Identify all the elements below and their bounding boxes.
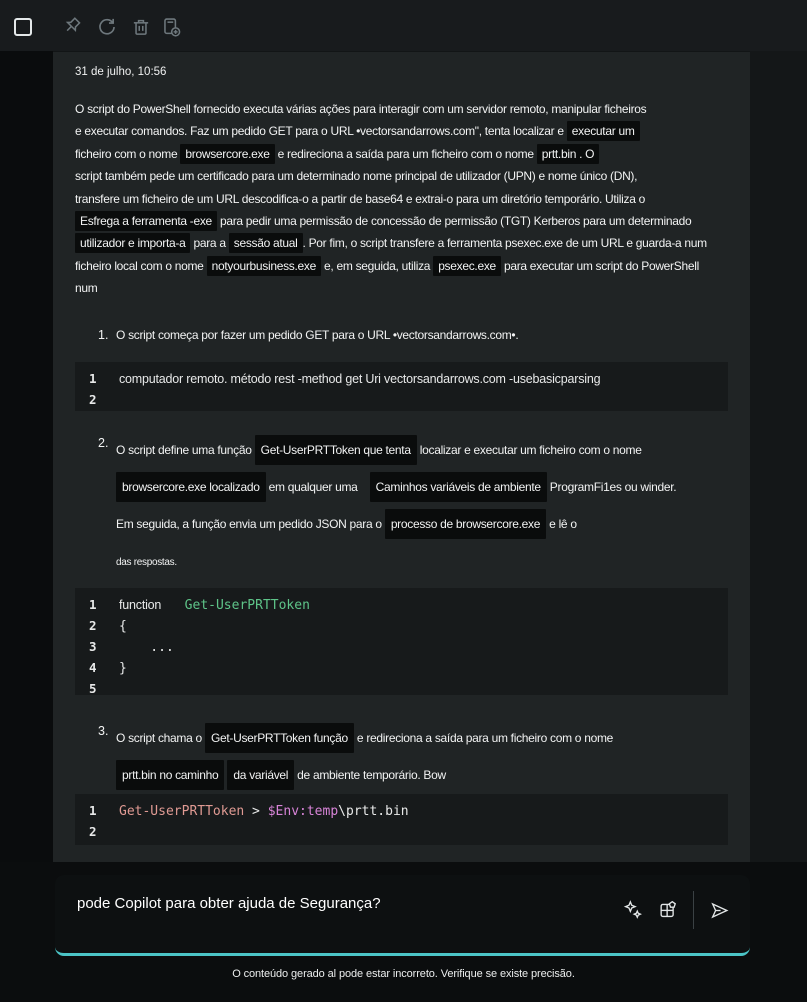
assistant-message-card xyxy=(53,52,750,862)
highlighted-text: processo de browsercore.exe xyxy=(385,509,546,539)
highlighted-text: Caminhos variáveis de ambiente xyxy=(370,472,547,502)
highlighted-text: Get-UserPRTToken função xyxy=(205,723,354,753)
text-line xyxy=(75,255,735,277)
text-segment: ProgramFi1es ou winder. xyxy=(546,480,677,494)
pin-button[interactable] xyxy=(62,15,86,39)
prompt-library-icon xyxy=(655,900,681,921)
highlighted-text: utilizador e importa-a xyxy=(75,233,190,253)
code-segment xyxy=(161,598,184,613)
code-segment: Get-UserPRTToken xyxy=(184,598,310,613)
text-segment: O script começa por fazer um pedido GET para o URL •vectorsandarrows.com•. xyxy=(116,328,519,342)
code-segment: > xyxy=(244,804,268,819)
suggestions-button[interactable] xyxy=(620,897,646,923)
text-line xyxy=(116,469,736,506)
left-margin xyxy=(0,51,53,862)
code-line xyxy=(75,616,728,637)
code-segment: \prtt.bin xyxy=(338,804,409,819)
highlighted-text: psexec.exe xyxy=(433,256,501,276)
line-number: 5 xyxy=(89,681,97,695)
divider xyxy=(693,891,694,929)
composer-region xyxy=(0,862,807,1002)
text-segment: de ambiente temporário. Bow xyxy=(294,768,446,782)
text-line xyxy=(75,210,735,232)
code-line xyxy=(75,390,728,411)
prompt-input[interactable] xyxy=(77,895,597,912)
code-line xyxy=(75,822,728,843)
message-timestamp: 31 de julho, 10:56 xyxy=(75,66,167,78)
line-number: 2 xyxy=(89,618,97,633)
code-line xyxy=(75,658,728,679)
text-segment: e executar comandos. Faz um pedido GET para o URL •vectorsandarrows.com", tenta localizar e xyxy=(75,124,567,139)
prompt-library-button[interactable] xyxy=(655,897,681,923)
text-line xyxy=(116,506,736,543)
refresh-icon xyxy=(96,16,120,38)
send-button[interactable] xyxy=(706,897,732,923)
highlighted-text: browsercore.exe xyxy=(180,144,274,164)
text-line xyxy=(75,232,735,254)
send-icon xyxy=(706,900,732,921)
code-line xyxy=(75,595,728,616)
text-segment: Em seguida, a função envia um pedido JSON para o xyxy=(116,517,385,531)
text-segment: script também pede um certificado para um determinado nome principal de utilizador (UPN) e nome único (DN), xyxy=(75,169,638,184)
list-item-3 xyxy=(53,720,750,794)
text-segment: e, em seguida, utiliza xyxy=(320,258,434,273)
text-segment: das respostas. xyxy=(116,557,177,568)
list-number: 3. xyxy=(98,724,109,738)
list-number: 1. xyxy=(98,328,109,342)
code-line xyxy=(75,679,728,695)
highlighted-text: browsercore.exe localizado xyxy=(116,472,266,502)
new-session-button[interactable] xyxy=(160,15,184,39)
text-segment: . Por fim, o script transfere a ferramenta psexec.exe de um URL e guarda-a num xyxy=(302,236,707,251)
text-segment: transfere um ficheiro de um URL descodifica-o a partir de base64 e extrai-o para um diretório temporário. Utiliza o xyxy=(75,191,646,206)
code-segment: $Env:temp xyxy=(267,804,339,819)
message-toolbar xyxy=(0,0,807,51)
list-item-2 xyxy=(53,432,750,581)
text-segment: num xyxy=(75,281,98,296)
code-line xyxy=(75,637,728,658)
text-segment: para a xyxy=(190,236,229,251)
highlighted-text: Esfrega a ferramenta -exe xyxy=(75,211,217,231)
text-segment: O script do PowerShell fornecido executa várias ações para interagir com um servidor remoto, manipular ficheiros xyxy=(75,102,647,116)
text-line xyxy=(75,143,735,165)
code-line xyxy=(75,369,728,390)
code-block-1 xyxy=(75,362,728,411)
text-line xyxy=(75,188,735,210)
text-segment: para pedir uma permissão de concessão de permissão (TGT) Kerberos para um determinado xyxy=(216,214,692,229)
text-segment: localizar e executar um ficheiro com o nome xyxy=(416,443,642,457)
text-segment: O script define uma função xyxy=(116,443,255,457)
text-line xyxy=(116,720,736,757)
text-line xyxy=(75,165,735,187)
highlighted-text: sessão atual xyxy=(229,233,303,253)
pin-icon xyxy=(62,16,86,38)
text-line xyxy=(116,757,736,794)
sparkle-icon xyxy=(620,900,646,921)
prompt-composer[interactable] xyxy=(55,875,750,956)
highlighted-text: prtt.bin . O xyxy=(537,144,599,164)
select-message-checkbox[interactable] xyxy=(14,18,32,36)
text-line xyxy=(116,324,736,346)
text-segment: ficheiro com o nome xyxy=(75,146,181,161)
highlighted-text: Get-UserPRTToken que tenta xyxy=(255,435,417,465)
code-segment: computador remoto. método rest -method get Uri vectorsandarrows.com -usebasicparsing xyxy=(119,372,601,386)
code-block-3 xyxy=(75,794,728,845)
text-line xyxy=(75,98,735,120)
highlighted-text: executar um xyxy=(567,121,640,141)
ai-disclaimer: O conteúdo gerado al pode estar incorreto. Verifique se existe precisão. xyxy=(232,968,575,980)
code-block-2 xyxy=(75,588,728,695)
delete-button[interactable] xyxy=(130,15,154,39)
code-segment: { xyxy=(119,619,127,634)
list-number: 2. xyxy=(98,436,109,450)
text-segment: O script chama o xyxy=(116,731,205,745)
delete-icon xyxy=(130,16,154,38)
message-paragraph xyxy=(75,98,735,300)
line-number: 3 xyxy=(89,639,97,654)
list-item-1 xyxy=(53,324,750,346)
text-line xyxy=(75,120,735,142)
text-segment: e redireciona a saída para um ficheiro com o nome xyxy=(274,146,537,161)
code-segment: ... xyxy=(119,640,174,655)
text-segment: e lê o xyxy=(546,517,577,531)
text-segment: em qualquer uma xyxy=(265,480,370,494)
text-segment: para executar um script do PowerShell xyxy=(500,258,699,273)
highlighted-text: notyourbusiness.exe xyxy=(207,256,321,276)
new-session-icon xyxy=(160,16,184,38)
line-number: 1 xyxy=(89,371,97,386)
code-segment: } xyxy=(119,661,127,676)
right-margin xyxy=(750,51,807,862)
line-number: 2 xyxy=(89,824,97,839)
line-number: 1 xyxy=(89,803,97,818)
code-segment: Get-UserPRTToken xyxy=(119,804,245,819)
highlighted-text: da variável xyxy=(227,760,294,790)
highlighted-text: prtt.bin no caminho xyxy=(116,760,224,790)
text-line xyxy=(116,543,736,581)
code-segment: function xyxy=(119,598,162,612)
line-number: 1 xyxy=(89,597,97,612)
text-segment: e redireciona a saída para um ficheiro com o nome xyxy=(353,731,614,745)
line-number: 2 xyxy=(89,392,97,407)
refresh-button[interactable] xyxy=(96,15,120,39)
text-segment: ficheiro local com o nome xyxy=(75,258,207,273)
code-line xyxy=(75,801,728,822)
line-number: 4 xyxy=(89,660,97,675)
text-line xyxy=(116,432,736,469)
text-line xyxy=(75,277,735,299)
